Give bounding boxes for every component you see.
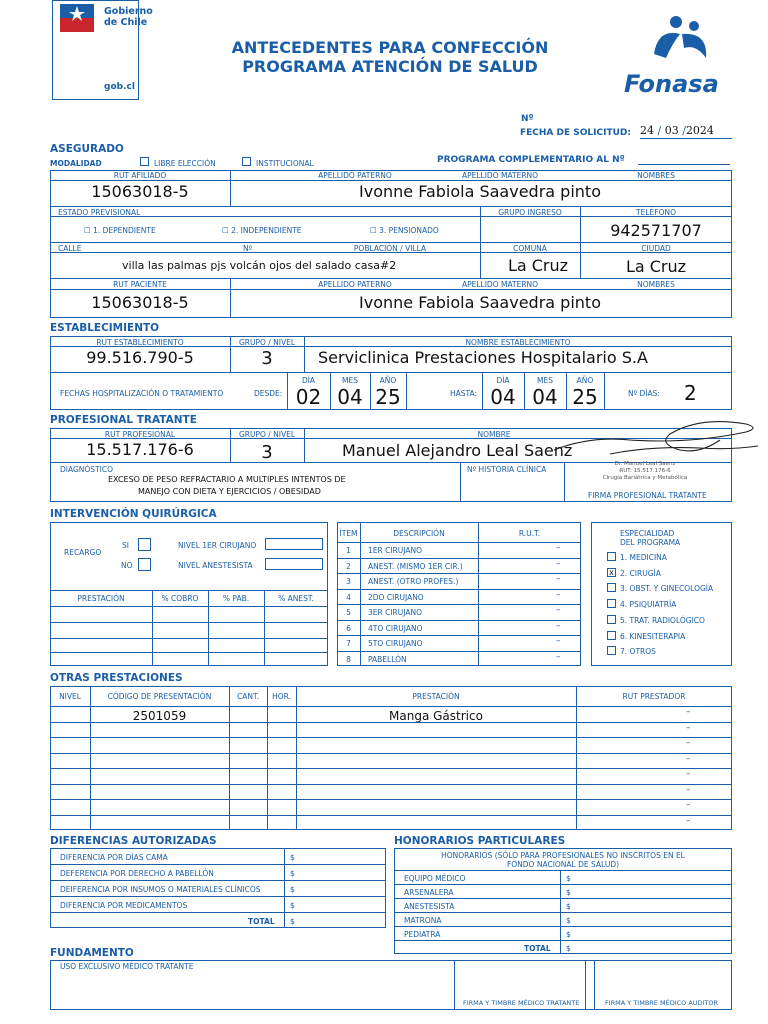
especialidad-label: 7. OTROS — [620, 647, 656, 657]
especialidad-label: 5. TRAT. RADIOLÓGICO — [620, 615, 705, 625]
otras-table — [50, 686, 732, 830]
especialidad-label: 6. KINESITERAPIA — [620, 631, 686, 641]
item-description: 2DO CIRUJANO — [368, 592, 424, 602]
especialidad-checkbox[interactable] — [607, 631, 616, 640]
item-rut-dash[interactable]: – — [556, 574, 561, 584]
diferencia-label: DIFERENCIA POR DÍAS CAMA — [60, 853, 168, 862]
recargo-no-checkbox[interactable] — [138, 558, 151, 571]
item-number: 4 — [346, 592, 351, 602]
firma-auditor-label: FIRMA Y TIMBRE MÉDICO AUDITOR — [605, 999, 719, 1007]
fechas-label: FECHAS HOSPITALIZACIÓN O TRATAMIENTO — [60, 389, 224, 398]
rut-prestador-dash[interactable]: – — [686, 769, 691, 779]
no-label: Nº — [521, 114, 534, 124]
nombre-establecimiento[interactable]: Serviclinica Prestaciones Hospitalario S.A — [318, 348, 648, 367]
diferencia-amount[interactable]: $ — [290, 901, 295, 910]
diferencia-amount[interactable]: $ — [290, 853, 295, 862]
honorario-amount[interactable]: $ — [566, 944, 571, 953]
grupo-establecimiento[interactable]: 3 — [261, 348, 273, 369]
especialidad-checkbox[interactable] — [607, 615, 616, 624]
especialidad-checkbox[interactable] — [607, 583, 616, 592]
item-rut-dash[interactable]: – — [556, 543, 561, 553]
honorario-label: ANESTESISTA — [404, 902, 455, 911]
nombre-profesional[interactable]: Manuel Alejandro Leal Saenz — [342, 441, 573, 460]
item-rut-dash[interactable]: – — [556, 558, 561, 569]
hasta-mes[interactable]: 04 — [532, 385, 558, 409]
item-rut-dash[interactable]: – — [556, 651, 561, 662]
institucional-checkbox[interactable] — [242, 157, 251, 166]
diferencias-total-label: TOTAL — [248, 917, 275, 926]
item-description: PABELLÓN — [368, 654, 407, 664]
item-description: ANEST. (MISMO 1ER CIR.) — [368, 561, 463, 571]
honorario-label: MATRONA — [404, 916, 442, 925]
prestacion-nombre[interactable]: Manga Gástrico — [389, 709, 483, 723]
nivel-anestesista-input[interactable] — [265, 558, 323, 570]
doctor-stamp: Dr. Manuel Leal Saenz RUT: 15.517.176-6 Cirugía Bariátrica y Metabólica — [602, 461, 688, 481]
rut-prestador-dash[interactable]: – — [686, 784, 691, 795]
item-rut-dash[interactable]: – — [556, 605, 561, 615]
item-description: 1ER CIRUJANO — [368, 546, 422, 555]
intervencion-section: INTERVENCIÓN QUIRÚRGICA — [50, 508, 217, 520]
especialidad-label: 3. OBST. Y GINECOLOGÍA — [620, 584, 714, 594]
honorario-label: PEDIATRA — [404, 930, 441, 939]
gov-name: Gobierno de Chile — [104, 6, 153, 28]
especialidad-checkbox[interactable]: x — [607, 568, 616, 577]
diagnostico[interactable]: EXCESO DE PESO REFRACTARIO A MULTIPLES INTENTOS DE MANEJO CON DIETA Y EJERCICIOS / OBESIDAD — [108, 475, 346, 496]
rut-profesional[interactable]: 15.517.176-6 — [86, 440, 194, 459]
establecimiento-section: ESTABLECIMIENTO — [50, 322, 160, 334]
rut-afiliado[interactable]: 15063018-5 — [91, 182, 189, 201]
diferencia-amount[interactable]: $ — [290, 869, 295, 878]
numero-dias[interactable]: 2 — [684, 381, 697, 405]
uso-exclusivo-label: USO EXCLUSIVO MÉDICO TRATANTE — [60, 962, 194, 971]
especialidad-label: 2. CIRUGÍA — [620, 568, 661, 578]
honorarios-total-label: TOTAL — [524, 944, 551, 953]
nombre-afiliado[interactable]: Ivonne Fabiola Saavedra pinto — [359, 182, 601, 201]
desde-mes[interactable]: 04 — [337, 385, 363, 409]
rut-prestador-dash[interactable]: – — [686, 738, 691, 748]
especialidad-label: 1. MEDICINA — [620, 553, 667, 562]
otras-section: OTRAS PRESTACIONES — [50, 672, 183, 684]
honorarios-note: HONORARIOS (SÓLO PARA PROFESIONALES NO INSCRITOS EN EL FONDO NACIONAL DE SALUD) — [441, 851, 685, 869]
rut-prestador-dash[interactable]: – — [686, 753, 691, 764]
independiente-option[interactable]: ☐ 2. INDEPENDIENTE — [222, 226, 302, 235]
honorario-amount[interactable]: $ — [566, 902, 571, 911]
asegurado-section: ASEGURADO — [50, 143, 124, 155]
form-title: ANTECEDENTES PARA CONFECCIÓN PROGRAMA ATENCIÓN DE SALUD — [231, 38, 549, 76]
recargo-si-checkbox[interactable] — [138, 538, 151, 551]
item-rut-dash[interactable]: – — [556, 636, 561, 646]
item-description: 5TO CIRUJANO — [368, 639, 423, 648]
item-rut-dash[interactable]: – — [556, 589, 561, 600]
nivel-cirujano-input[interactable] — [265, 538, 323, 550]
fonasa-brand: Fonasa — [624, 70, 719, 98]
item-description: 3ER CIRUJANO — [368, 608, 422, 617]
item-number: 6 — [346, 623, 351, 633]
modalidad-label: MODALIDAD — [50, 159, 102, 168]
honorario-label: ARSENALERA — [404, 888, 454, 897]
diferencia-label: DIFERENCIA POR MEDICAMENTOS — [60, 901, 188, 910]
pensionado-option[interactable]: ☐ 3. PENSIONADO — [370, 226, 439, 235]
honorario-label: EQUIPO MÉDICO — [404, 874, 466, 883]
item-number: 3 — [346, 577, 351, 586]
honorarios-section: HONORARIOS PARTICULARES — [394, 835, 566, 847]
especialidad-checkbox[interactable] — [607, 646, 616, 655]
rut-establecimiento[interactable]: 99.516.790-5 — [86, 348, 194, 367]
desde-anio[interactable]: 25 — [375, 385, 401, 409]
item-description: ANEST. (OTRO PROFES.) — [368, 577, 459, 586]
diferencia-amount[interactable]: $ — [290, 917, 295, 926]
especialidad-label: 4. PSIQUIATRÍA — [620, 600, 677, 610]
especialidad-checkbox[interactable] — [607, 552, 616, 561]
diferencia-label: DEFERENCIA POR DERECHO A PABELLÓN — [60, 869, 214, 878]
ciudad[interactable]: La Cruz — [625, 257, 687, 276]
item-number: 5 — [346, 608, 351, 617]
nombre-paciente[interactable]: Ivonne Fabiola Saavedra pinto — [359, 293, 601, 312]
firma-profesional-label: FIRMA PROFESIONAL TRATANTE — [588, 491, 707, 500]
item-description: 4TO CIRUJANO — [368, 623, 423, 633]
fundamento-section: FUNDAMENTO — [50, 947, 134, 959]
honorario-amount[interactable]: $ — [566, 930, 571, 939]
calle[interactable]: villa las palmas pjs volcán ojos del salado casa#2 — [122, 259, 397, 272]
gov-url[interactable]: gob.cl — [104, 82, 135, 92]
especialidad-title: ESPECIALIDAD DEL PROGRAMA — [620, 529, 681, 547]
firma-tratante-label: FIRMA Y TIMBRE MÉDICO TRATANTE — [463, 999, 580, 1007]
telefono[interactable]: 942571707 — [610, 221, 702, 240]
rut-prestador-dash[interactable]: – — [686, 707, 691, 717]
programa-complementario: PROGRAMA COMPLEMENTARIO AL Nº — [437, 155, 625, 165]
desde-dia[interactable]: 02 — [295, 385, 322, 409]
libre-eleccion-label: LIBRE ELECCIÓN — [154, 159, 216, 168]
hasta-anio[interactable]: 25 — [572, 385, 598, 409]
libre-eleccion-checkbox[interactable] — [140, 157, 149, 166]
dependiente-option[interactable]: ☐ 1. DEPENDIENTE — [84, 226, 156, 235]
honorario-amount[interactable]: $ — [566, 888, 571, 897]
especialidad-checkbox[interactable] — [607, 599, 616, 608]
item-number: 1 — [346, 546, 351, 555]
rut-prestador-dash[interactable]: – — [686, 815, 691, 826]
institucional-label: INSTITUCIONAL — [256, 159, 314, 168]
grupo-profesional[interactable]: 3 — [261, 442, 273, 463]
hasta-dia[interactable]: 04 — [490, 385, 516, 409]
diferencias-section: DIFERENCIAS AUTORIZADAS — [50, 835, 217, 847]
diferencia-amount[interactable]: $ — [290, 885, 295, 894]
comuna[interactable]: La Cruz — [507, 256, 569, 275]
item-number: 2 — [346, 561, 351, 571]
item-number: 8 — [346, 654, 351, 664]
item-rut-dash[interactable]: – — [556, 620, 561, 631]
rut-prestador-dash[interactable]: – — [686, 800, 691, 810]
profesional-section: PROFESIONAL TRATANTE — [50, 414, 197, 426]
fecha-solicitud: 24 / 03 /2024 — [640, 124, 714, 137]
honorario-amount[interactable]: $ — [566, 874, 571, 883]
honorario-amount[interactable]: $ — [566, 916, 571, 925]
fecha-label: FECHA DE SOLICITUD: — [520, 128, 631, 138]
rut-prestador-dash[interactable]: – — [686, 722, 691, 733]
item-number: 7 — [346, 639, 351, 648]
codigo-prestacion[interactable]: 2501059 — [132, 709, 187, 723]
diferencia-label: DEIFERENCIA POR INSUMOS O MATERIALES CLÍNICOS — [60, 885, 261, 894]
rut-paciente[interactable]: 15063018-5 — [91, 293, 189, 312]
fonasa-logo-icon — [636, 14, 726, 76]
gov-star-icon — [60, 4, 94, 38]
